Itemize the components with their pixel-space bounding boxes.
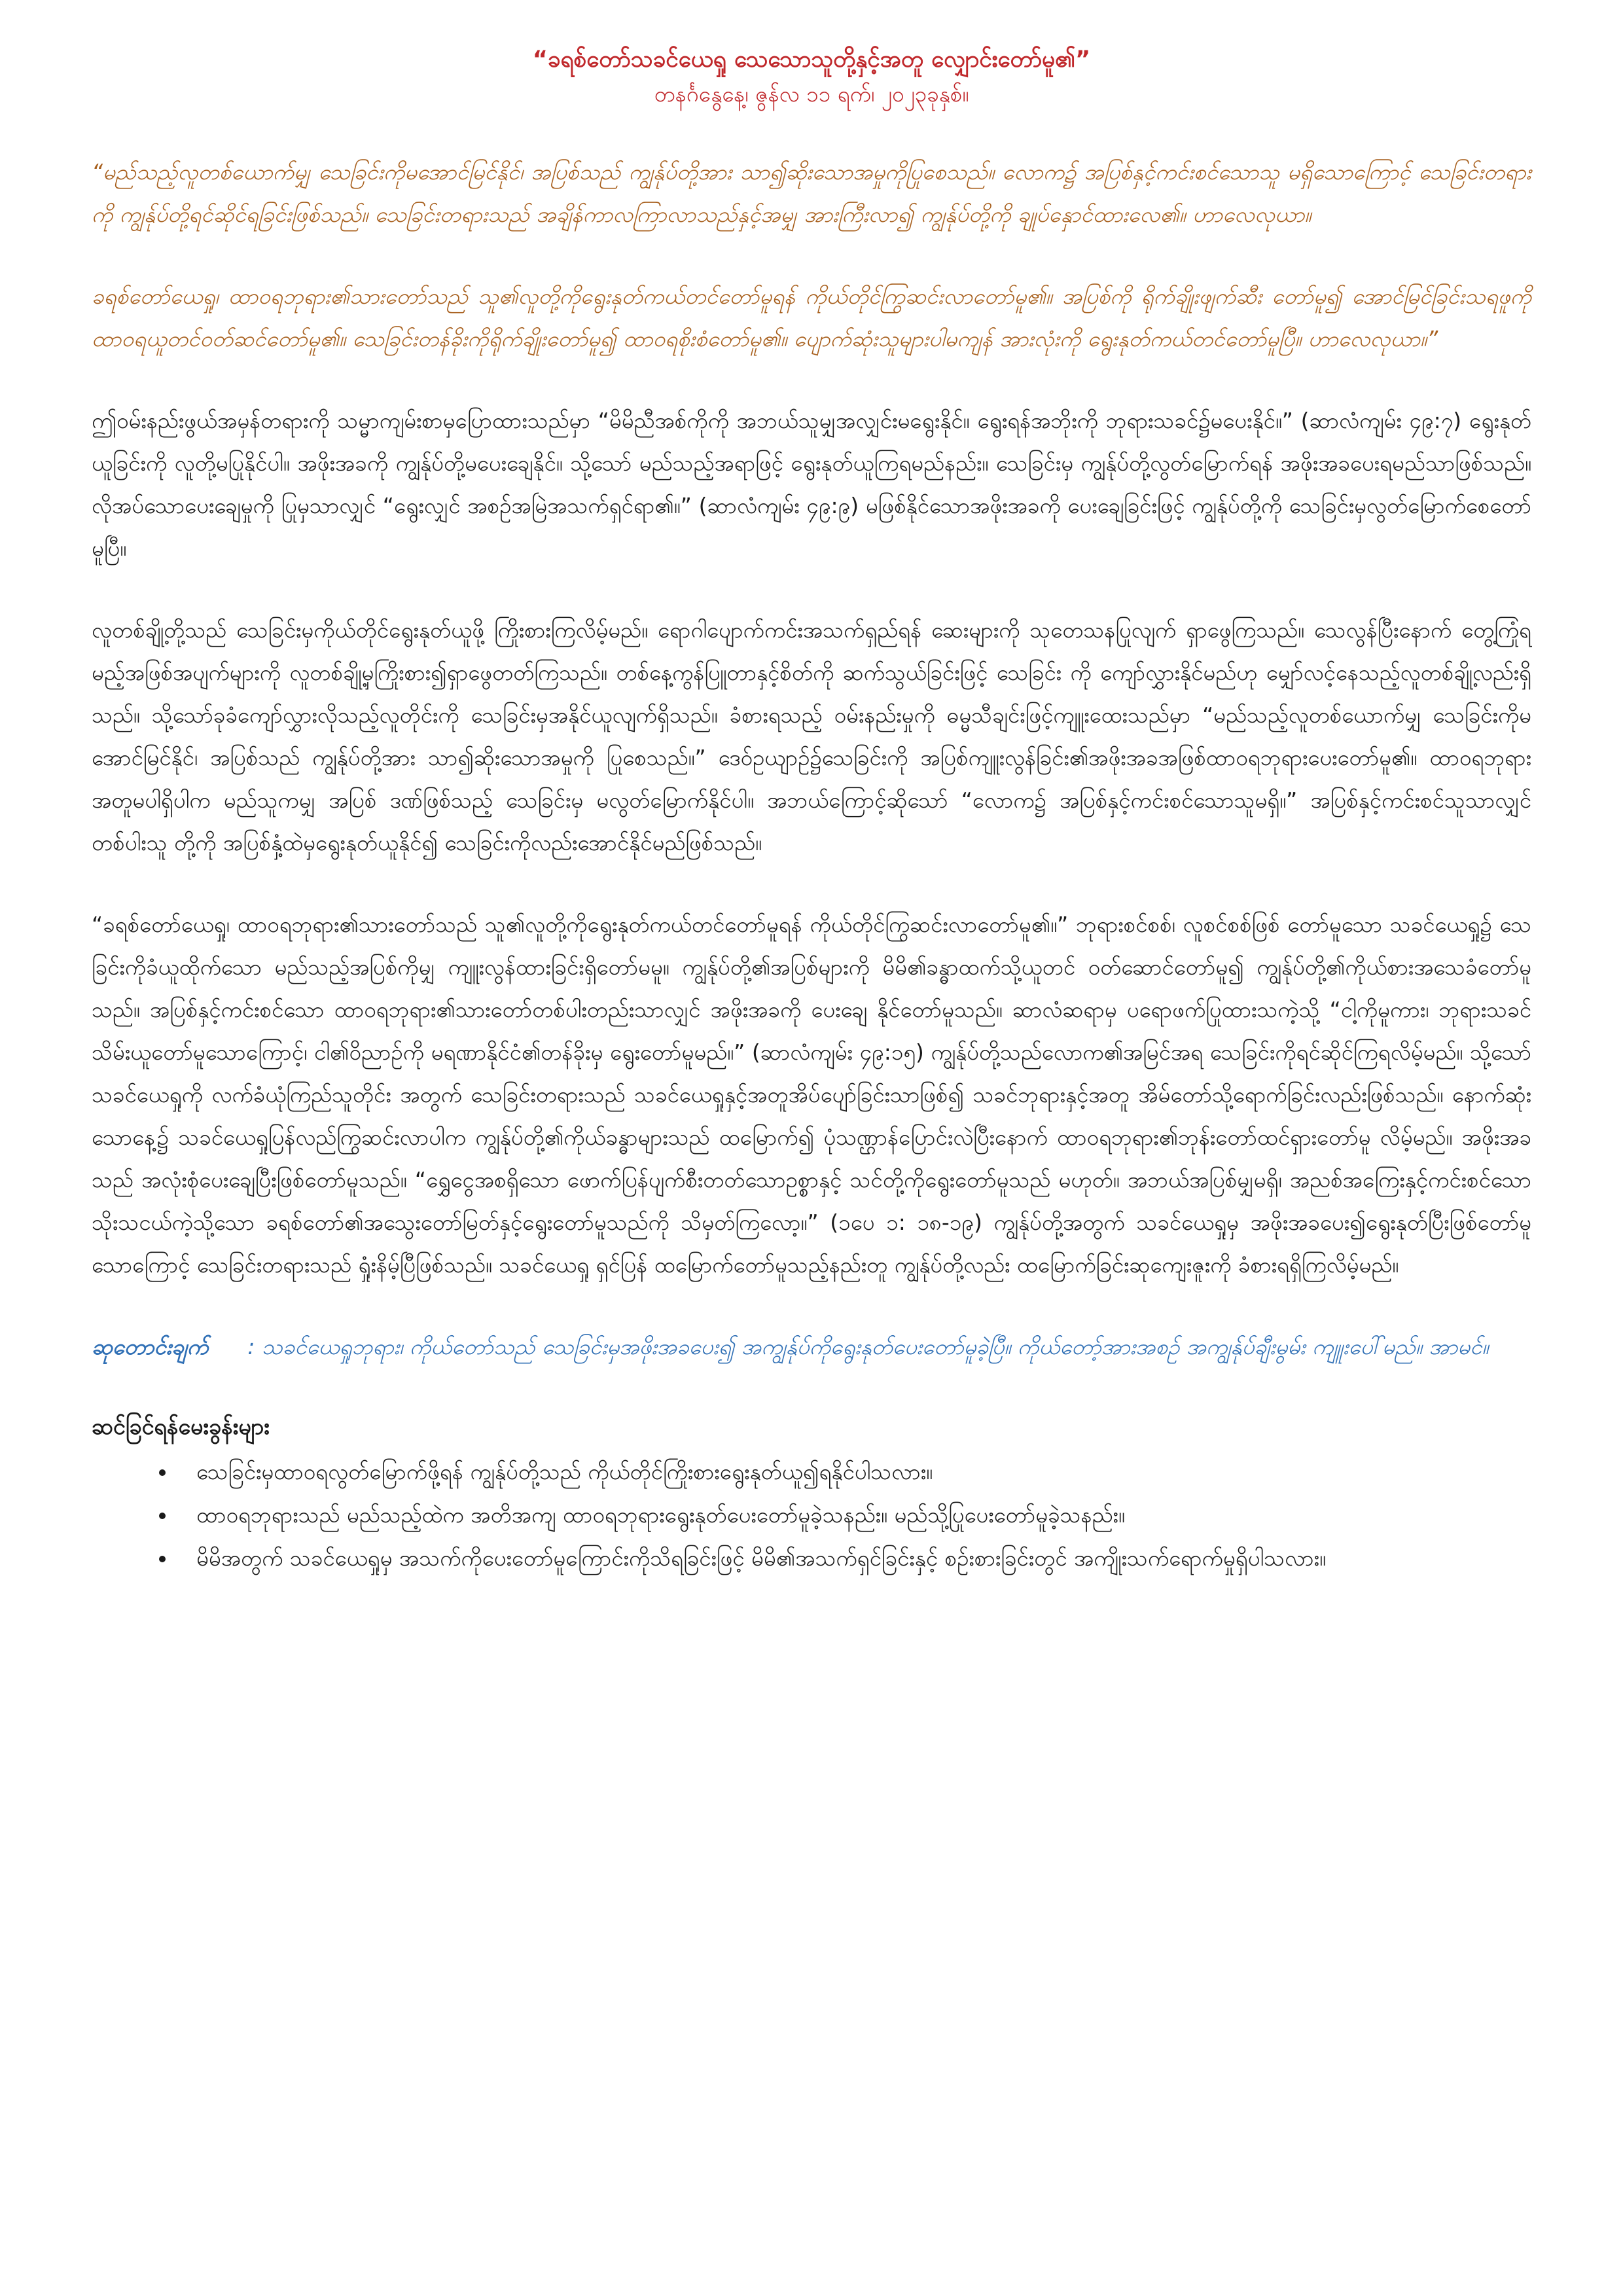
prayer-text: : သခင်ယေရှုဘုရား၊ ကိုယ်တော်သည် သေခြင်းမှအဖိုးအခပေး၍ အကျွန်ုပ်ကိုရွေးနုတ်ပေးတော်မူခဲ့ပြီ။ ကိုယ်တော့်အားအစဉ် အကျွန်ုပ်ချီးမွမ်း ကျူးပေါ်မည်။ အာမင်။ bbox=[247, 1334, 1489, 1359]
question-item: • ထာဝရဘုရားသည် မည်သည့်ထဲက အတိအကျ ထာဝရဘုရားရွေးနုတ်ပေးတော်မူခဲ့သနည်း။ မည်သို့ပြုပေးတော်မူခဲ့သနည်း။ bbox=[177, 1494, 1531, 1537]
body-paragraph-3: “ခရစ်တော်ယေရှု၊ ထာဝရဘုရား၏သားတော်သည် သူ၏လူတို့ကိုရွေးနုတ်ကယ်တင်တော်မူရန် ကိုယ်တိုင်ကြွဆင်းလာတော်မူ၏။” ဘုရားစင်စစ်၊ လူစင်စစ်ဖြစ် တော်မူသော သခင်ယေရှု၌ သေခြင်းကိုခံယူထိုက်သော မည်သည့်အပြစ်ကိုမျှ ကျူးလွန်ထားခြင်းရှိတော်မမူ။ ကျွန်ုပ်တို့၏အပြစ်များကို မိမိ၏ခန္ဓာထက်သို့ယူတင် ဝတ်ဆောင်တော်မူ၍ ကျွန်ုပ်တို့၏ကိုယ်စားအသေခံတော်မူသည်။ အပြစ်နှင့်ကင်းစင်သော ထာဝရဘုရား၏သားတော်တစ်ပါးတည်းသာလျှင် အဖိုးအခကို ပေးချေ နိုင်တော်မူသည်။ ဆာလံဆရာမှ ပရောဖက်ပြုထားသကဲ့သို့ “ငါ့ကိုမူကား၊ ဘုရားသခင်သိမ်းယူတော်မူသောကြောင့်၊ ငါ၏ဝိညာဉ်ကို မရဏာနိုင်ငံ၏တန်ခိုးမှ ရွေးတော်မူမည်။” (ဆာလံကျမ်း ၄၉:၁၅) ကျွန်ုပ်တို့သည်လောက၏အမြင်အရ သေခြင်းကိုရင်ဆိုင်ကြရလိမ့်မည်။ သို့သော် သခင်ယေရှုကို လက်ခံယုံကြည်သူတိုင်း အတွက် သေခြင်းတရားသည် သခင်ယေရှုနှင့်အတူအိပ်ပျော်ခြင်းသာဖြစ်၍ သခင်ဘုရားနှင့်အတူ အိမ်တော်သို့ရောက်ခြင်းလည်းဖြစ်သည်။ နောက်ဆုံးသောနေ့၌ သခင်ယေရှုပြန်လည်ကြွဆင်းလာပါက ကျွန်ုပ်တို့၏ကိုယ်ခန္ဓာများသည် ထမြောက်၍ ပုံသဏ္ဌာန်ပြောင်းလဲပြီးနောက် ထာဝရဘုရား၏ဘုန်းတော်ထင်ရှားတော်မူ လိမ့်မည်။ အဖိုးအခသည် အလုံးစုံပေးချေပြီးဖြစ်တော်မူသည်။ “ရွှေငွေအစရှိသော ဖောက်ပြန်ပျက်စီးတတ်သောဥစ္စာနှင့် သင်တို့ကိုရွေးတော်မူသည် မဟုတ်။ အဘယ်အပြစ်မျှမရှိ၊ အညစ်အကြေးနှင့်ကင်းစင်သောသိုးသငယ်ကဲ့သို့သော ခရစ်တော်၏အသွေးတော်မြတ်နှင့်ရွေးတော်မူသည်ကို သိမှတ်ကြလော့။” (၁ပေ ၁: ၁၈-၁၉) ကျွန်ုပ်တို့အတွက် သခင်ယေရှုမှ အဖိုးအခပေး၍ရွေးနုတ်ပြီးဖြစ်တော်မူသောကြောင့် သေခြင်းတရားသည် ရှုံးနိမ့်ပြီဖြစ်သည်။ သခင်ယေရှု ရှင်ပြန် ထမြောက်တော်မူသည့်နည်းတူ ကျွန်ုပ်တို့လည်း ထမြောက်ခြင်းဆုကျေးဇူးကို ခံစားရရှိကြလိမ့်မည်။ bbox=[92, 912, 1531, 1278]
body-paragraph-1: ဤဝမ်းနည်းဖွယ်အမှန်တရားကို သမ္မာကျမ်းစာမှပြောထားသည်မှာ “မိမိညီအစ်ကိုကို အဘယ်သူမျှအလျှင်းမရွေးနိုင်။ ရွေးရန်အဘိုးကို ဘုရားသခင်၌မပေးနိုင်။” (ဆာလံကျမ်း ၄၉:၇) ရွေးနုတ်ယူခြင်းကို လူတို့မပြုနိုင်ပါ။ အဖိုးအခကို ကျွန်ုပ်တို့မပေးချေနိုင်။ သို့သော် မည်သည့်အရာဖြင့် ရွေးနုတ်ယူကြရမည်နည်း။ သေခြင်းမှ ကျွန်ုပ်တို့လွတ်မြောက်ရန် အဖိုးအခပေးရမည်သာဖြစ်သည်။ လိုအပ်သောပေးချေမှုကို ပြုမှသာလျှင် “ရွေးလျှင် အစဉ်အမြဲအသက်ရှင်ရာ၏။” (ဆာလံကျမ်း ၄၉:၉) မဖြစ်နိုင်သောအဖိုးအခကို ပေးချေခြင်းဖြင့် ကျွန်ုပ်တို့ကို သေခြင်းမှလွတ်မြောက်စေတော်မူပြီ။ bbox=[92, 408, 1531, 561]
hymn-quote-2: ခရစ်တော်ယေရှု၊ ထာဝရဘုရား၏သားတော်သည် သူ၏လူတို့ကိုရွေးနုတ်ကယ်တင်တော်မူရန် ကိုယ်တိုင်ကြွဆင်းလာတော်မူ၏။ အပြစ်ကို ရိုက်ချိုးဖျက်ဆီး တော်မူ၍ အောင်မြင်ခြင်းသရဖူကို ထာဝရယူတင်ဝတ်ဆင်တော်မူ၏။ သေခြင်းတန်ခိုးကိုရိုက်ချိုးတော်မူ၍ ထာဝရစိုးစံတော်မူ၏။ ပျောက်ဆုံးသူများပါမကျန် အားလုံးကို ရွေးနုတ်ကယ်တင်တော်မူပြီ။ ဟာလေလုယာ။” bbox=[92, 283, 1531, 351]
page-title: “ခရစ်တော်သခင်ယေရှု သေသောသူတို့နှင့်အတူ လျှောင်းတော်မူ၏” bbox=[532, 46, 1091, 73]
question-item: • မိမိအတွက် သခင်ယေရှုမှ အသက်ကိုပေးတော်မူကြောင်းကိုသိရခြင်းဖြင့် မိမိ၏အသက်ရှင်ခြင်းနှင့် စဉ်းစားခြင်းတွင် အကျိုးသက်ရောက်မှုရှိပါသလား။ bbox=[177, 1537, 1531, 1580]
body-paragraph-2: လူတစ်ချို့တို့သည် သေခြင်းမှကိုယ်တိုင်ရွေးနုတ်ယူဖို့ ကြိုးစားကြလိမ့်မည်။ ရောဂါပျောက်ကင်းအသက်ရှည်ရန် ဆေးများကို သုတေသနပြုလျက် ရှာဖွေကြသည်။ သေလွန်ပြီးနောက် တွေ့ကြုံရမည့်အဖြစ်အပျက်များကို လူတစ်ချို့မှကြိုးစား၍ရှာဖွေတတ်ကြသည်။ တစ်နေ့ကွန်ပြူတာနှင့်စိတ်ကို ဆက်သွယ်ခြင်းဖြင့် သေခြင်း ကို ကျော်လွှားနိုင်မည်ဟု မျှော်လင့်နေသည့်လူတစ်ချို့လည်းရှိသည်။ သို့သော်ခုခံကျော်လွှားလိုသည့်လူတိုင်းကို သေခြင်းမှအနိုင်ယူလျက်ရှိသည်။ ခံစားရသည့် ဝမ်းနည်းမှုကို ဓမ္မသီချင်းဖြင့်ကျူးထေးသည်မှာ “မည်သည့်လူတစ်ယောက်မျှ သေခြင်းကိုမအောင်မြင်နိုင်၊ အပြစ်သည် ကျွန်ုပ်တို့အား သာ၍ဆိုးသောအမှုကို ပြုစေသည်။” ဒေဝ်ဥယျာဉ်၌သေခြင်းကို အပြစ်ကျူးလွန်ခြင်း၏အဖိုးအခအဖြစ်ထာဝရဘုရားပေးတော်မူ၏။ ထာဝရဘုရားအတူမပါရှိပါက မည်သူကမျှ အပြစ် ဒဏ်ဖြစ်သည့် သေခြင်းမှ မလွတ်မြောက်နိုင်ပါ။ အဘယ်ကြောင့်ဆိုသော် “လောက၌ အပြစ်နှင့်ကင်းစင်သောသူမရှိ။” အပြစ်နှင့်ကင်းစင်သူသာလျှင် တစ်ပါးသူ တို့ကို အပြစ်နှံ့ထဲမှရွေးနုတ်ယူနိုင်၍ သေခြင်းကိုလည်းအောင်နိုင်မည်ဖြစ်သည်။ bbox=[92, 617, 1531, 855]
question-item: • သေခြင်းမှထာဝရလွတ်မြောက်ဖို့ရန် ကျွန်ုပ်တို့သည် ကိုယ်တိုင်ကြိုးစားရွေးနုတ်ယူ၍ရနိုင်ပါသလား။ bbox=[177, 1450, 1531, 1494]
questions-list bbox=[92, 1450, 1531, 1580]
prayer-label: ဆုတောင်းချက် bbox=[92, 1334, 209, 1359]
questions-heading: ဆင်ခြင်ရန်မေးခွန်းများ bbox=[92, 1414, 270, 1440]
prayer-section bbox=[92, 1325, 1531, 1368]
hymn-quote-1: “မည်သည့်လူတစ်ယောက်မျှ သေခြင်းကိုမအောင်မြင်နိုင်၊ အပြစ်သည် ကျွန်ုပ်တို့အား သာ၍ဆိုးသောအမှုကိုပြုစေသည်။ လောက၌ အပြစ်နှင့်ကင်းစင်သောသူ မရှိသောကြောင့် သေခြင်းတရားကို ကျွန်ုပ်တို့ရင်ဆိုင်ရခြင်းဖြစ်သည်။ သေခြင်းတရားသည် အချိန်ကာလကြာလာသည်နှင့်အမျှ အားကြီးလာ၍ ကျွန်ုပ်တို့ကို ချုပ်နှောင်ထားလေ၏။ ဟာလေလုယာ။ bbox=[92, 159, 1531, 227]
date-line: တနင်္ဂနွေနေ့၊ ဇွန်လ ၁၁ ရက်၊ ၂၀၂၃ခုနှစ်။ bbox=[654, 81, 969, 107]
